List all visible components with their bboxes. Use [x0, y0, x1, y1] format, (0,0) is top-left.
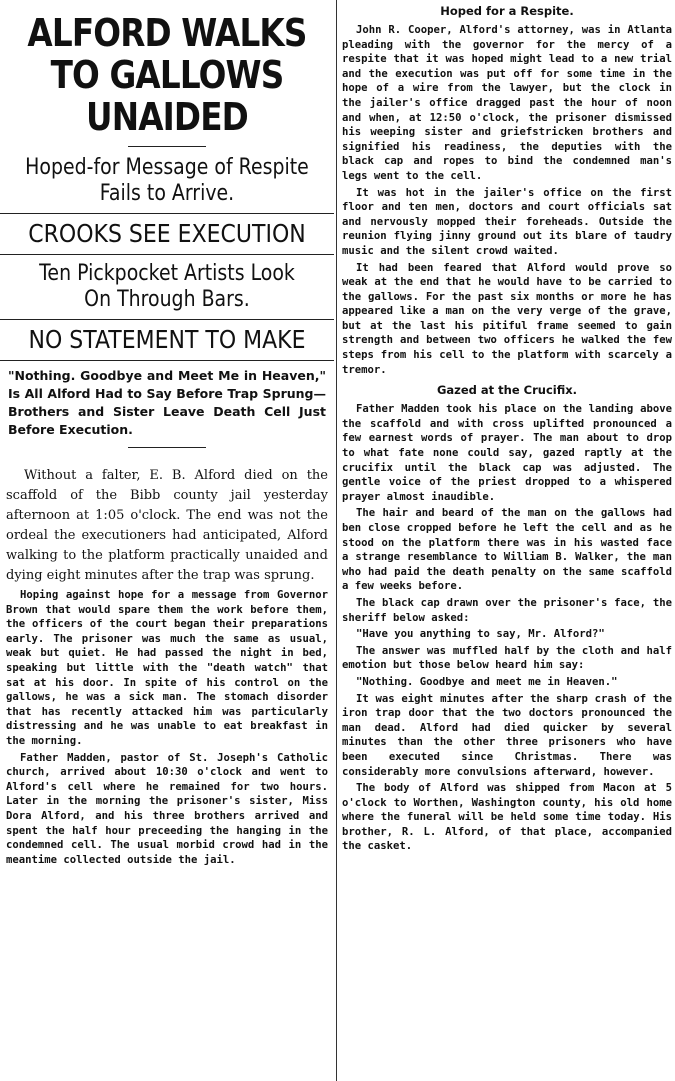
deck-1: Hoped-for Message of Respite Fails to Arrive. [25, 155, 309, 206]
column-divider [336, 0, 337, 1081]
quote-paragraph: "Have you anything to say, Mr. Alford?" [356, 628, 605, 641]
lead-paragraph: Without a falter, E. B. Alford died on the scaffold of the Bibb county jail yesterday afternoon at 1:05 o'clock. The end was not the ordeal the executioners had anticipated, Alford walking to the platform practically unaided and dying eight minutes after the trap was sprung. [6, 468, 328, 583]
deck-2: CROOKS SEE EXECUTION [28, 219, 306, 248]
paragraph: It was hot in the jailer's office on the first floor and ten men, doctors and court officials sat and nervously mopped their foreheads. Outside the reunion flying jinny ground out its blare of taudry music and the silent crowd waited. [342, 186, 672, 257]
paragraph: Hoping against hope for a message from Governor Brown that would spare them the work before them, the officers of the court began their preparations early. The prisoner was much the same as usual, weak but quiet. He had passed the night in bed, speaking but little with the "death watch" that sat at his door. In spite of his control on the gallows, he was a sick man. The stomach disorder that has recently attacked him was particularly distressing and he was unable to eat breakfast in the morning. [6, 589, 328, 747]
paragraph: It had been feared that Alford would prove so weak at the end that he would have to be carried to the gallows. For the past six months or more he has appeared like a man on the very verge of the grave, but at the last his pitiful frame seemed to gain strength and between two officers he walked the few steps from his cell to the platform with scarcely a tremor. [342, 261, 672, 376]
paragraph: The hair and beard of the man on the gallows had ben close cropped before he left the cell and as he stood on the platform there was in his wasted face a strange resemblance to William B. Walker, the man who had paid the death penalty on the same scaffold a few weeks before. [342, 507, 672, 593]
paragraph: The body of Alford was shipped from Macon at 5 o'clock to Worthen, Washington county, his old home where the funeral will be held some time today. His brother, R. L. Alford, of that place, accompanied the casket. [342, 782, 672, 853]
paragraph: The black cap drawn over the prisoner's face, the sheriff below asked: [342, 596, 672, 624]
subhead-respite: Hoped for a Respite. [440, 4, 574, 18]
summary-rule [128, 447, 206, 448]
right-column [342, 0, 672, 1081]
deck-rule-2 [0, 254, 334, 255]
paragraph: Father Madden took his place on the landing above the scaffold and with cross uplifted pronounced a few earnest words of prayer. The man about to drop to what fate none could say, gazed raptly at the crucifix until the black cap was adjusted. The gentle voice of the priest dropped to a whispered prayer almost inaudible. [342, 403, 672, 503]
paragraph: The answer was muffled half by the cloth and half emotion but those below heard him say: [342, 644, 672, 672]
deck-rule-1 [0, 213, 334, 214]
paragraph: It was eight minutes after the sharp crash of the iron trap door that the two doctors pronounced the man dead. Alford had died quicker by several minutes than the other three prisoners who have been executed since Christmas. There was considerably more convulsions afterward, however. [342, 692, 672, 778]
deck-rule-4 [0, 360, 334, 361]
quote-paragraph: "Nothing. Goodbye and meet me in Heaven." [356, 675, 618, 688]
deck-rule-3 [0, 319, 334, 320]
paragraph: John R. Cooper, Alford's attorney, was in Atlanta pleading with the governor for the mercy of a respite that it was hoped might lead to a new trial and the execution was put off for some time in the hope of a wire from the lawyer, but the clock in the jailer's office dragged past the hour of noon and when, at 12:50 o'clock, the prisoner dismissed his weeping sister and griefstricken brothers and signified his readiness, the deputies with the black cap and ropes to bind the condemned man's legs went to the cell. [342, 24, 672, 182]
deck-3: Ten Pickpocket Artists Look On Through Bars. [39, 261, 295, 312]
paragraph: Father Madden, pastor of St. Joseph's Catholic church, arrived about 10:30 o'clock and went to Alford's cell where he remained for two hours. Later in the morning the prisoner's sister, Miss Dora Alford, and his three brothers arrived and spent the half hour preceeding the hanging in the condemned cell. The usual morbid crowd had in the meantime collected outside the jail. [6, 751, 328, 866]
main-headline: ALFORD WALKS TO GALLOWS UNAIDED [27, 11, 307, 139]
headline-rule [128, 146, 206, 147]
left-column [0, 0, 334, 1081]
summary-deck: "Nothing. Goodbye and Meet Me in Heaven," Is All Alford Had to Say Before Trap Sprung—Brothers and Sister Leave Death Cell Just Before Execution. [8, 368, 326, 437]
subhead-crucifix: Gazed at the Crucifix. [436, 383, 578, 398]
left-body [6, 466, 328, 867]
deck-4: NO STATEMENT TO MAKE [28, 325, 306, 354]
